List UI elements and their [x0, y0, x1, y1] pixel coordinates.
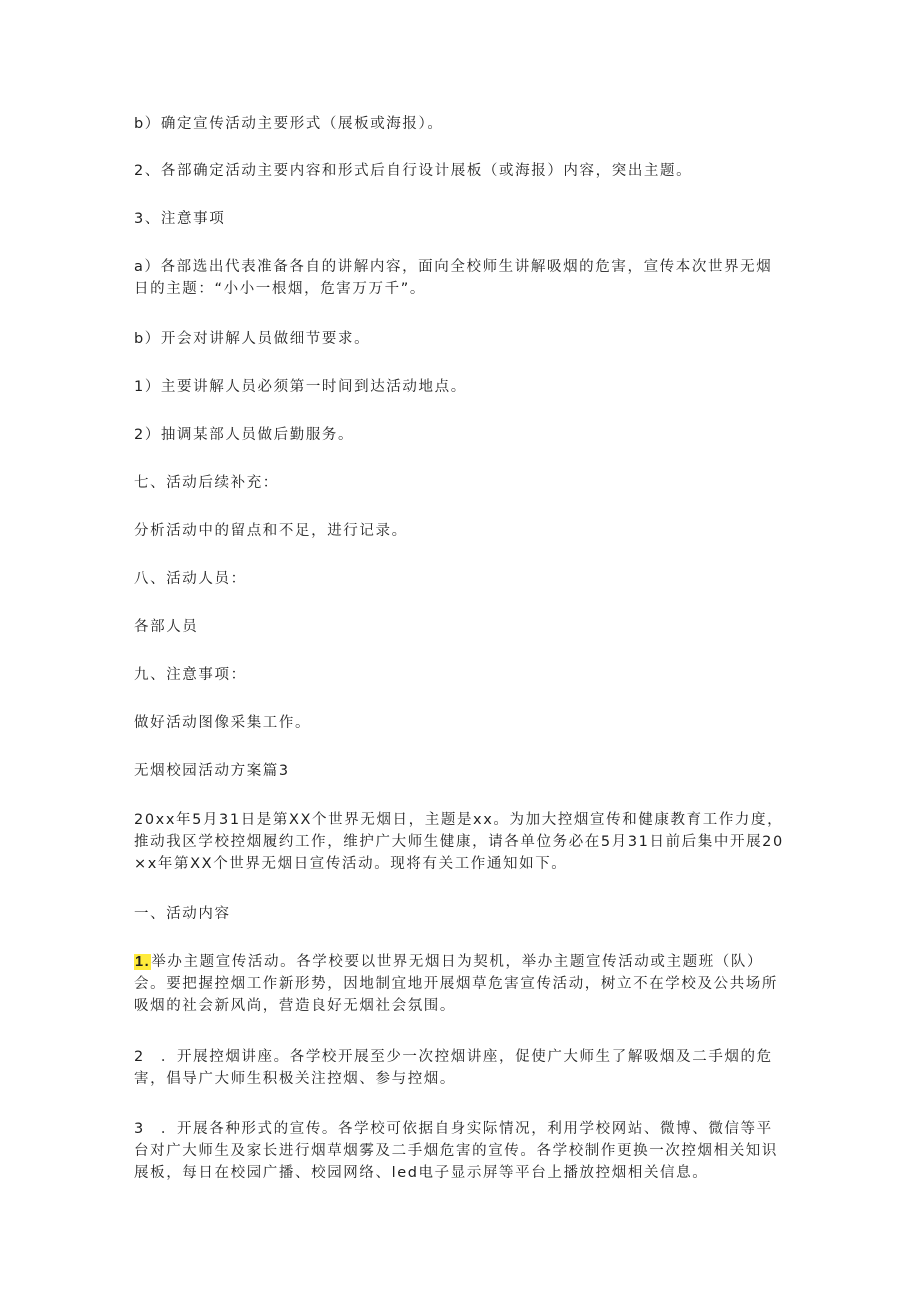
paragraph-all-staff: 各部人员: [134, 619, 199, 635]
paragraph-image-collection: 做好活动图像采集工作。: [134, 715, 312, 731]
paragraph-2-design: 2、各部确定活动主要内容和形式后自行设计展板（或海报）内容，突出主题。: [134, 163, 693, 179]
heading-section-8: 八、活动人员：: [134, 571, 247, 587]
heading-activity-content: 一、活动内容: [134, 906, 231, 922]
paragraph-analysis: 分析活动中的留点和不足，进行记录。: [134, 523, 408, 539]
paragraph-item-2: 2 ．开展控烟讲座。各学校开展至少一次控烟讲座，促使广大师生了解吸烟及二手烟的危害，倡导广大师生积极关注控烟、参与控烟。: [134, 1049, 773, 1087]
paragraph-b-meeting: b）开会对讲解人员做细节要求。: [134, 331, 371, 347]
paragraph-a-representatives: a）各部选出代表准备各自的讲解内容，面向全校师生讲解吸烟的危害，宣传本次世界无烟日的主题：“小小一根烟，危害万万千”。: [134, 259, 773, 297]
paragraph-b-form: b）确定宣传活动主要形式（展板或海报）。: [134, 116, 444, 132]
paragraph-item-3: 3 ．开展各种形式的宣传。各学校可依据自身实际情况，利用学校网站、微博、微信等平台对广大师生及家长进行烟草烟雾及二手烟危害的宣传。各学校制作更换一次控烟相关知识展板，每日在校园广播、校园网络、led电子显示屏等平台上播放控烟相关信息。: [134, 1121, 778, 1181]
heading-section-9: 九、注意事项：: [134, 667, 247, 683]
paragraph-intro: 20xx年5月31日是第XX个世界无烟日，主题是xx。为加大控烟宣传和健康教育工作力度，推动我区学校控烟履约工作，维护广大师生健康，请各单位务必在5月31日前后集中开展20×x年第XX个世界无烟日宣传活动。现将有关工作通知如下。: [134, 812, 784, 872]
heading-section-7: 七、活动后续补充：: [134, 475, 279, 491]
paragraph-1-arrival: 1）主要讲解人员必须第一时间到达活动地点。: [134, 379, 467, 395]
paragraph-3-notes: 3、注意事项: [134, 211, 226, 227]
highlight-number-1: 1.: [135, 954, 151, 970]
paragraph-2-logistics: 2）抽调某部人员做后勤服务。: [134, 427, 355, 443]
paragraph-item-1-text: 举办主题宣传活动。各学校要以世界无烟日为契机，举办主题宣传活动或主题班（队）会。要把握控烟工作新形势，因地制宜地开展烟草危害宣传活动，树立不在学校及公共场所吸烟的社会新风尚，营造良好无烟社会氛围。: [134, 954, 778, 1014]
heading-plan-3: 无烟校园活动方案篇3: [134, 763, 290, 779]
paragraph-item-1: [134, 951, 786, 1017]
